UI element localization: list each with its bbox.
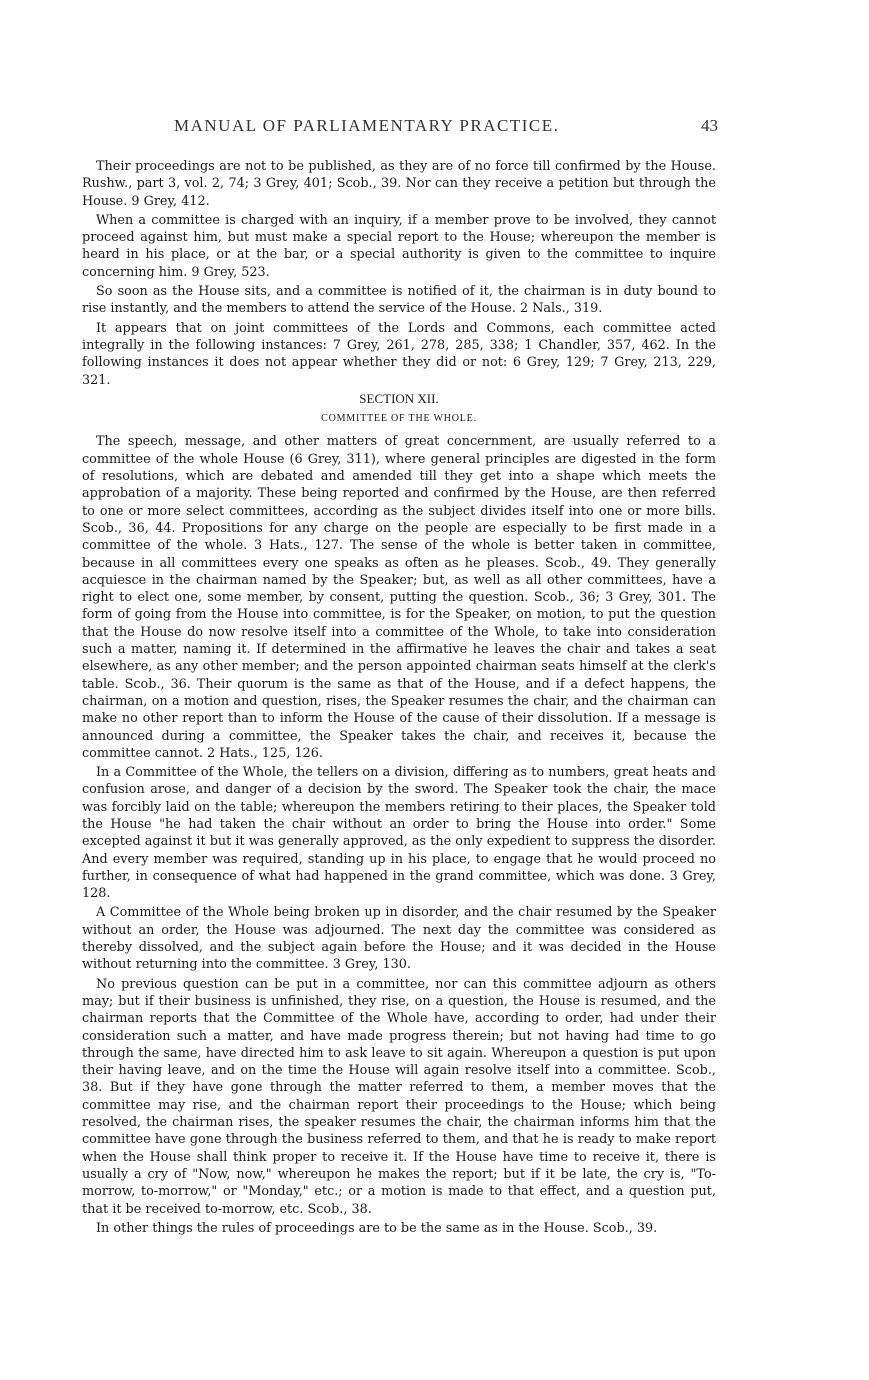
paragraph: The speech, message, and other matters of great concernment, are usually referred to a committee of the whole House (6 Grey, 311), where general principles are digested in the form of resolutions, which are debated and amended till they get into a shape which meets the approbation of a majority. These being reported and confirmed by the House, are then referred to one or more select committees, according as the subject divides itself into one or more bills. Scob., 36, 44. Propositions for any charge on the people are especially to be first made in a committee of the whole. 3 Hats., 127. The sense of the whole is better taken in committee, because in all committees every one speaks as often as he pleases. Scob., 49. They generally acquiesce in the chairman named by the Speaker; but, as well as all other committees, have a right to elect one, some member, by consent, putting the question. Scob., 36; 3 Grey, 301. The form of going from the House into committee, is for the Speaker, on motion, to put the question that the House do now resolve itself into a committee of the Whole, to take into consideration such a matter, naming it. If determined in the affirmative he leaves the chair and takes a seat elsewhere, as any other member; and the person appointed chairman seats himself at the clerk's table. Scob., 36. Their quorum is the same as that of the House, and if a defect happens, the chairman, on a motion and question, rises, the Speaker resumes the chair, and the chairman can make no other report than to inform the House of the cause of their dissolution. If a message is announced during a committee, the Speaker takes the chair, and receives it, because the committee cannot. 2 Hats., 125, 126. (82, 434, 716, 761)
paragraph: When a committee is charged with an inquiry, if a member prove to be involved, they cannot proceed against him, but must make a special report to the House; whereupon the member is heard in his place, or at the bar, or a special authority is given to the committee to inquire concerning him. 9 Grey, 523. (82, 212, 716, 280)
paragraph: Their proceedings are not to be published, as they are of no force till confirmed by the House. Rushw., part 3, vol. 2, 74; 3 Grey, 401; Scob., 39. Nor can they receive a petition but through the House. 9 Grey, 412. (82, 159, 716, 209)
paragraph: It appears that on joint committees of the Lords and Commons, each committee acted integrally in the following instances: 7 Grey, 261, 278, 285, 338; 1 Chandler, 357, 462. In the following instances it does not appear whether they did or not: 6 Grey, 129; 7 Grey, 213, 229, 321. (82, 320, 716, 388)
paragraph: So soon as the House sits, and a committee is notified of it, the chairman is in duty bound to rise instantly, and the members to attend the service of the House. 2 Nals., 319. (82, 284, 716, 317)
paragraph: No previous question can be put in a committee, nor can this committee adjourn as others may; but if their business is unfinished, they rise, on a question, the House is resumed, and the chairman reports that the Committee of the Whole have, according to order, had under their consideration such a matter, and have made progress therein; but not having had time to go through the same, have directed him to ask leave to sit again. Whereupon a question is put upon their having leave, and on the time the House will again resolve itself into a committee. Scob., 38. But if they have gone through the matter referred to them, a member moves that the committee may rise, and the chairman report their proceedings to the House; which being resolved, the chairman rises, the speaker resumes the chair, the chairman informs him that the committee have gone through the business referred to them, and that he is ready to make report when the House shall think proper to receive it. If the House have time to receive it, there is usually a cry of "Now, now," whereupon he makes the report; but if it be late, the cry is, "To-morrow, to-morrow," or "Monday," etc.; or a motion is made to that effect, and a question put, that it be received to-morrow, etc. Scob., 38. (82, 976, 716, 1217)
body-text (82, 158, 716, 1237)
page-number: 43 (701, 116, 718, 135)
document-page (82, 112, 716, 1239)
section-heading: SECTION XII. (359, 390, 439, 406)
paragraph: In other things the rules of proceedings are to be the same as in the House. Scob., 39. (96, 1220, 658, 1236)
section-title: COMMITTEE OF THE WHOLE. (321, 413, 477, 425)
paragraph: In a Committee of the Whole, the tellers on a division, differing as to numbers, great heats and confusion arose, and danger of a decision by the sword. The Speaker took the chair, the mace was forcibly laid on the table; whereupon the members retiring to their places, the Speaker told the House "he had taken the chair without an order to bring the House into order." Some excepted against it but it was generally approved, as the only expedient to suppress the disorder. And every member was required, standing up in his place, to engage that he would proceed no further, in consequence of what had happened in the grand committee, which was done. 3 Grey, 128. (82, 765, 716, 902)
running-title: MANUAL OF PARLIAMENTARY PRACTICE. (174, 116, 560, 135)
running-head (82, 112, 716, 142)
paragraph: A Committee of the Whole being broken up in disorder, and the chair resumed by the Speaker without an order, the House was adjourned. The next day the committee was considered as thereby dissolved, and the subject again before the House; and it was decided in the House without returning into the committee. 3 Grey, 130. (82, 905, 716, 973)
